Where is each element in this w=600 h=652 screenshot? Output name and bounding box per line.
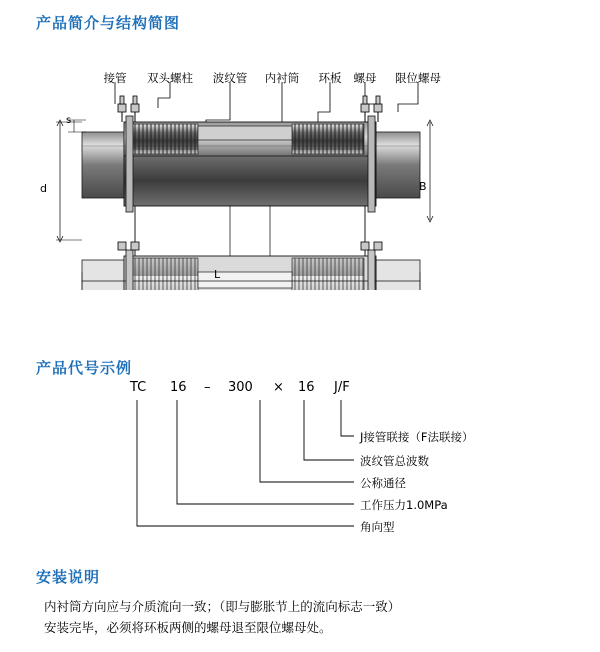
callout-label-6: 限位螺母 xyxy=(395,71,441,85)
callout-label-3: 内衬筒 xyxy=(264,71,300,85)
code-token-0: TC xyxy=(130,380,147,395)
code-designation-diagram xyxy=(30,380,570,550)
dimension-label-L: L xyxy=(214,268,221,281)
install-notes xyxy=(44,596,564,638)
code-token-5: 16 xyxy=(298,380,315,395)
code-description-3: 工作压力1.0MPa xyxy=(360,498,448,512)
dimension-label-s: s xyxy=(66,115,72,126)
code-description-4: 角向型 xyxy=(360,520,395,534)
code-token-4: × xyxy=(273,380,284,395)
dimension-label-d: d xyxy=(40,182,47,195)
dimension-label-B: B xyxy=(419,180,427,193)
code-token-6: J/F xyxy=(334,380,350,395)
expansion-joint-drawing xyxy=(30,60,570,290)
code-description-1: 波纹管总波数 xyxy=(360,454,429,468)
code-description-0: J接管联接（F法联接） xyxy=(360,430,474,444)
code-token-2: – xyxy=(204,380,211,395)
code-description-2: 公称通径 xyxy=(360,476,406,490)
structure-diagram xyxy=(30,60,570,290)
section-title-intro: 产品简介与结构简图 xyxy=(36,14,181,32)
callout-label-5: 螺母 xyxy=(353,71,377,85)
section-title-code: 产品代号示例 xyxy=(36,359,133,377)
code-token-1: 16 xyxy=(170,380,187,395)
code-token-3: 300 xyxy=(228,380,253,395)
install-note-line-0: 内衬筒方向应与介质流向一致；（即与膨胀节上的流向标志一致） xyxy=(44,599,401,614)
callout-label-1: 双头螺柱 xyxy=(147,71,193,85)
code-leader-lines xyxy=(30,380,570,550)
callout-label-2: 波纹管 xyxy=(212,71,248,85)
callout-label-4: 环板 xyxy=(318,71,342,85)
callout-label-0: 接管 xyxy=(103,71,127,85)
section-title-install: 安装说明 xyxy=(36,568,101,586)
install-note-line-1: 安装完毕，必须将环板两侧的螺母退至限位螺母处。 xyxy=(44,620,332,635)
